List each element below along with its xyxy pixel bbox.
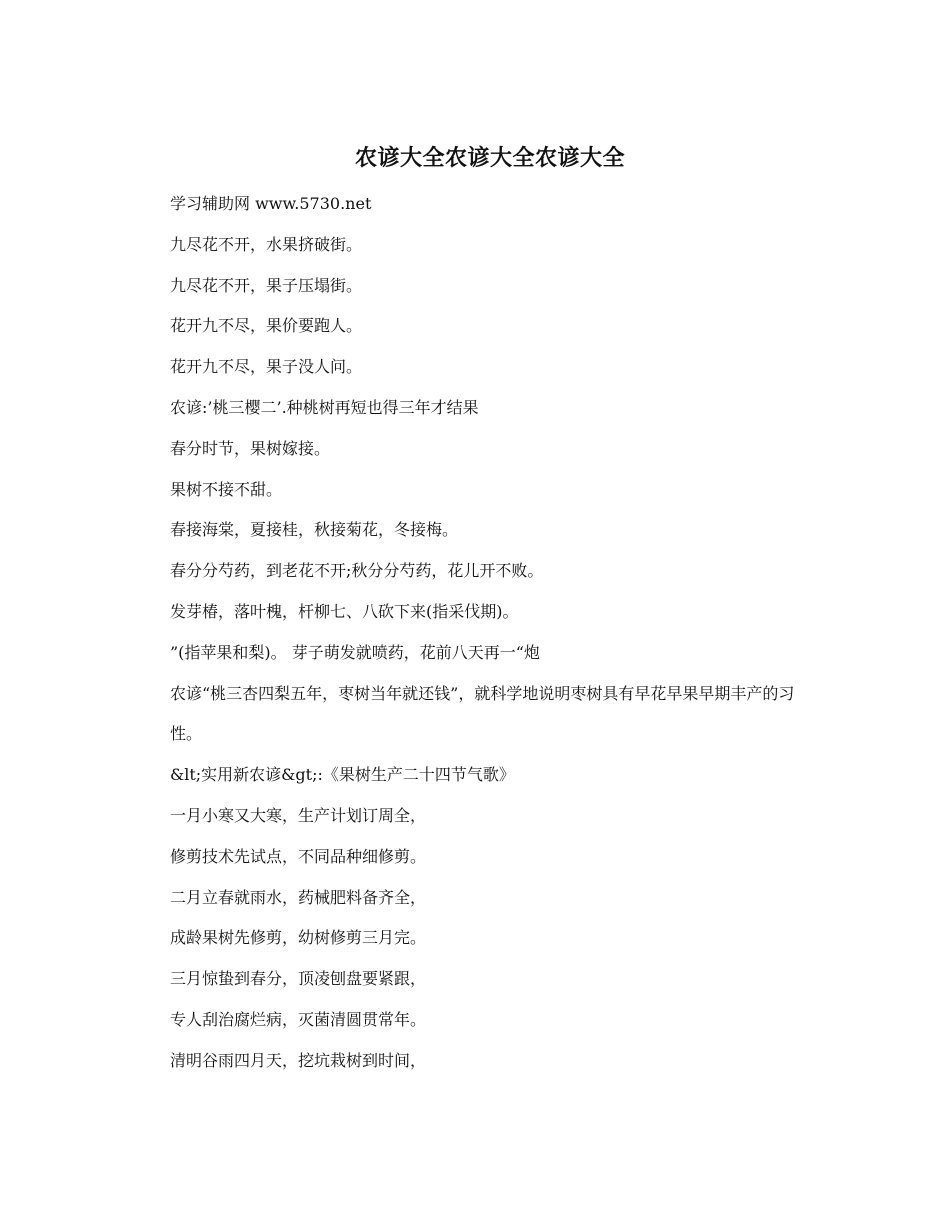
paragraph: 一月小寒又大寒，生产计划订周全， <box>170 805 427 825</box>
paragraph: 清明谷雨四月天，挖坑栽树到时间， <box>170 1050 427 1070</box>
paragraph: 春分时节，果树嫁接。 <box>170 438 331 458</box>
paragraph: 九尽花不开，果子压塌街。 <box>170 275 363 295</box>
paragraph: 成龄果树先修剪，幼树修剪三月完。 <box>170 928 427 948</box>
paragraph: 专人刮治腐烂病，灭菌清圆贯常年。 <box>170 1009 427 1029</box>
paragraph: 春接海棠，夏接桂，秋接菊花，冬接梅。 <box>170 520 459 540</box>
paragraph: 果树不接不甜。 <box>170 479 283 499</box>
paragraph: 发芽椿，落叶槐，杆柳七、八砍下来(指采伐期)。 <box>170 601 519 621</box>
paragraph: 九尽花不开，水果挤破街。 <box>170 234 363 254</box>
paragraph: 农谚“桃三杏四梨五年，枣树当年就还钱”，就科学地说明枣树具有早花早果早期丰产的习 <box>170 683 795 703</box>
document-title: 农谚大全农谚大全农谚大全 <box>354 145 625 171</box>
paragraph: 春分分芍药，到老花不开;秋分分芍药，花儿开不败。 <box>170 561 544 581</box>
paragraph: 农谚:’桃三樱二’.种桃树再短也得三年才结果 <box>170 397 479 417</box>
paragraph: 二月立春就雨水，药械肥料备齐全， <box>170 887 427 907</box>
paragraph: ”(指苹果和梨)。 芽子萌发就喷药，花前八天再一“炮 <box>170 642 540 662</box>
paragraph: 三月惊蛰到春分，顶凌刨盘要紧跟， <box>170 969 427 989</box>
paragraph: 花开九不尽，果价要跑人。 <box>170 316 363 336</box>
paragraph: 性。 <box>170 724 203 744</box>
paragraph: 学习辅助网 www.5730.net <box>170 194 372 213</box>
paragraph: 花开九不尽，果子没人问。 <box>170 357 363 377</box>
document-body <box>140 184 820 1082</box>
paragraph: &lt;实用新农谚&gt;:《果树生产二十四节气歌》 <box>170 765 515 785</box>
paragraph: 修剪技术先试点，不同品种细修剪。 <box>170 846 427 866</box>
